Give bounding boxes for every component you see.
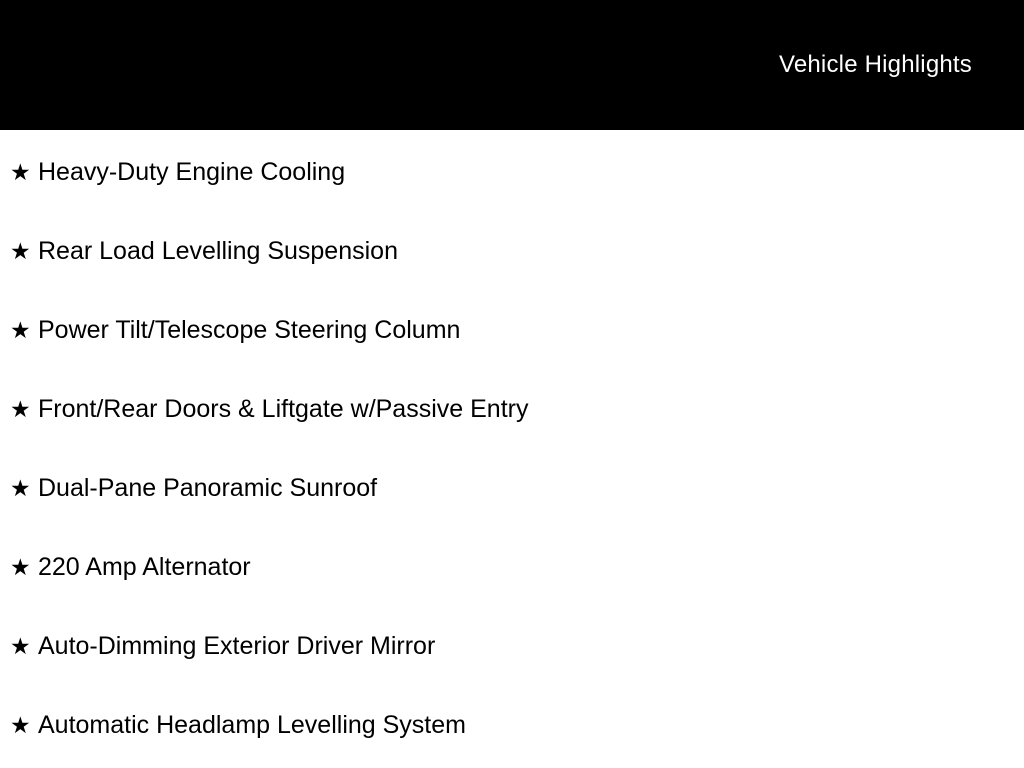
star-icon: ★ (10, 159, 31, 185)
highlight-label: Auto-Dimming Exterior Driver Mirror (38, 632, 436, 660)
star-icon: ★ (10, 554, 31, 580)
list-item (10, 629, 1024, 663)
page-title: Vehicle Highlights (778, 51, 972, 78)
list-item (10, 313, 1024, 347)
highlight-label: Power Tilt/Telescope Steering Column (38, 316, 461, 344)
header-bar (0, 0, 1024, 130)
list-item (10, 471, 1024, 505)
list-item (10, 234, 1024, 268)
list-item (10, 708, 1024, 742)
star-icon: ★ (10, 633, 31, 659)
star-icon: ★ (10, 238, 31, 264)
star-icon: ★ (10, 317, 31, 343)
highlight-label: Front/Rear Doors & Liftgate w/Passive Entry (38, 395, 529, 423)
highlight-label: Dual-Pane Panoramic Sunroof (38, 474, 378, 502)
highlight-label: Heavy-Duty Engine Cooling (38, 158, 346, 186)
list-item (10, 392, 1024, 426)
highlight-label: Rear Load Levelling Suspension (38, 237, 398, 265)
highlight-label: Automatic Headlamp Levelling System (38, 711, 466, 739)
highlight-label: 220 Amp Alternator (38, 553, 251, 581)
list-item (10, 550, 1024, 584)
list-item (10, 155, 1024, 189)
star-icon: ★ (10, 475, 31, 501)
star-icon: ★ (10, 396, 31, 422)
star-icon: ★ (10, 712, 31, 738)
highlights-list (0, 155, 1024, 768)
